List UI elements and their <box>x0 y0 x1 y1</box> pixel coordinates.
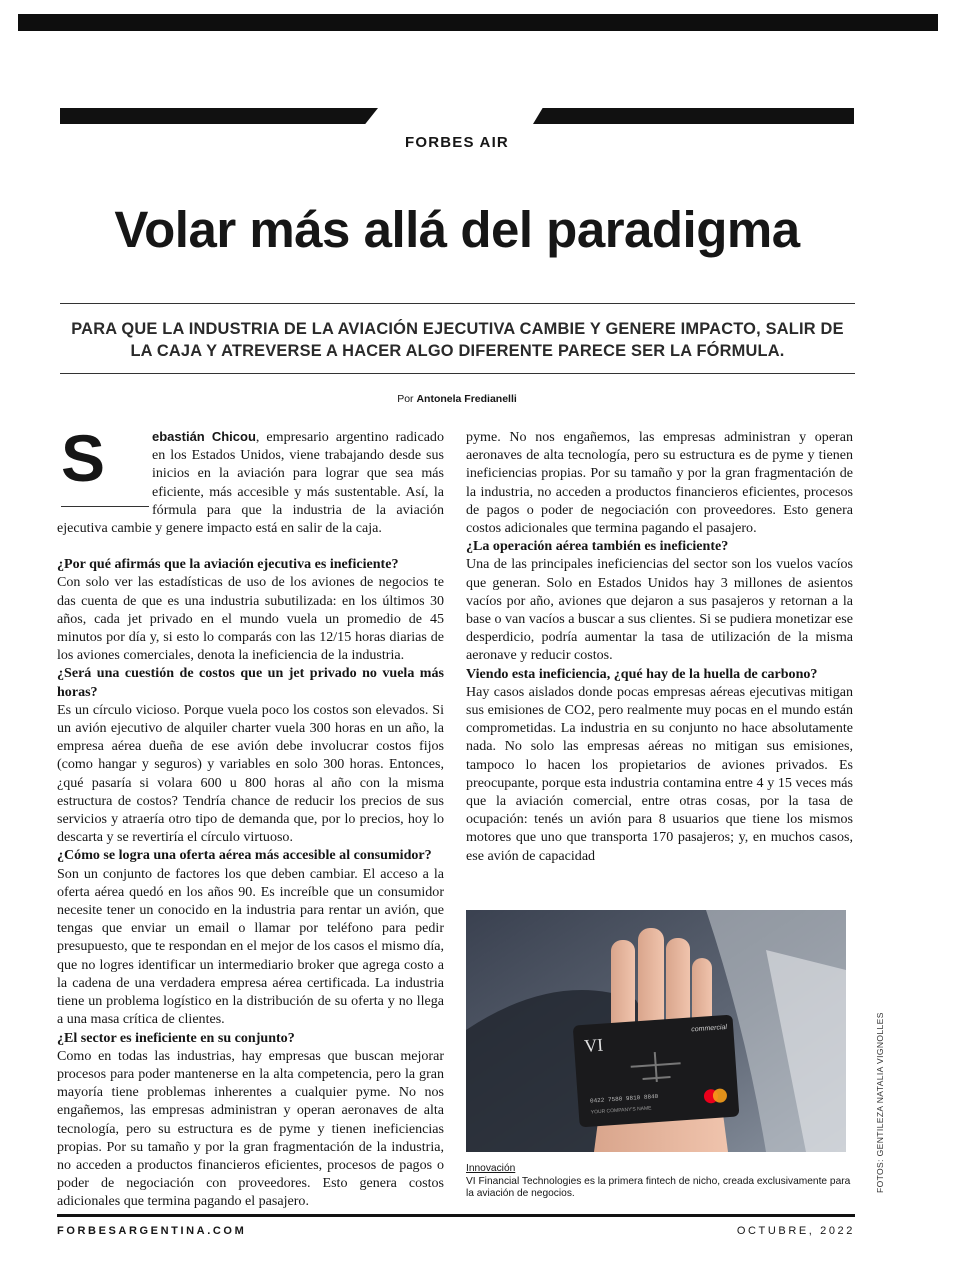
deck: PARA QUE LA INDUSTRIA DE LA AVIACIÓN EJECUTIVA CAMBIE Y GENERE IMPACTO, SALIR DE LA CAJA Y ATREVERSE A HACER ALGO DIFERENTE PARECE SER LA FÓRMULA. <box>71 320 844 360</box>
top-border-bar <box>18 14 938 31</box>
headline: Volar más allá del paradigma <box>114 201 800 258</box>
caption-text: VI Financial Technologies es la primera fintech de nicho, creada exclusivamente para la aviación de negocios. <box>466 1175 851 1199</box>
section-label: FORBES AIR <box>405 134 509 151</box>
article-column-right <box>466 428 853 865</box>
dropcap <box>57 421 152 512</box>
card-photo-illustration <box>466 910 846 1152</box>
card-brand: commercial <box>691 1023 728 1034</box>
answer-4-continued: pyme. No nos engañemos, las empresas administran y operan aeronaves de alta tecnología, pero su estructura es de pyme y tienen ineficiencias propias. Por su tamaño y por la gran fragmentación de la industria, no acceden a productos financieros eficientes, procesos de pagos o poder de negociación con proveedores. Esto genera costos adicionales que termina pagando el pasajero. <box>466 429 853 537</box>
dropcap-rule <box>61 506 149 507</box>
card-holder: YOUR COMPANY'S NAME <box>590 1105 652 1116</box>
footer-rule <box>57 1214 855 1217</box>
question-1: ¿Por qué afirmás que la aviación ejecutiva es ineficiente? <box>57 556 399 573</box>
header-bar-left <box>60 108 378 124</box>
question-3: ¿Cómo se logra una oferta aérea más accesible al consumidor? <box>57 847 432 864</box>
answer-4: Como en todas las industrias, hay empresas que buscan mejorar procesos para poder mantenerse en la alta competencia, pero la gran mayoría tiene problemas inherentes a cualquier pyme. No nos engañemos, las empresas administran y operan aeronaves de alta tecnología, pero su estructura es de pyme y tienen ineficiencias propias. Por su tamaño y por la gran fragmentación de la industria, no acceden a productos financieros eficientes, procesos de pagos o poder de negociación con proveedores. Esto genera costos adicionales que termina pagando el pasajero. <box>57 1047 444 1210</box>
deck-bottom-rule <box>60 373 855 374</box>
dropcap-letter: S <box>61 421 106 495</box>
intro-text: , empresario argentino radicado en los Estados Unidos, viene trabajando desde sus inicios en la aviación para lograr que sea más eficiente, más accesible y más sustentable. Así, la fórmula para que la industria de la aviación ejecutiva cambie y genere impacto está en salir de la caja. <box>57 429 444 537</box>
question-6: Viendo esta ineficiencia, ¿qué hay de la huella de carbono? <box>466 665 818 682</box>
card-number: 0422 7580 9810 8840 <box>589 1092 659 1105</box>
answer-1: Con solo ver las estadísticas de uso de los aviones de negocios te das cuenta de que es una industria subutilizada: en los últimos 30 años, cada jet privado en el mundo vuela un promedio de 45 minutos por día y, si esto lo comparás con las 12/15 horas diarias de los aviones comerciales, denota la ineficiencia de la industria. <box>57 574 444 664</box>
footer-date: OCTUBRE, 2022 <box>736 1225 855 1237</box>
byline-author: Antonela Fredianelli <box>416 393 517 405</box>
photo-caption <box>466 1163 852 1201</box>
card-logo: VI <box>583 1034 604 1056</box>
question-5: ¿La operación aérea también es ineficiente? <box>466 538 729 555</box>
answer-5: Una de las principales ineficiencias del sector son los vuelos vacíos que generan. Solo en Estados Unidos hay 3 millones de asientos vacíos por año, aviones que dejaron a sus pasajeros y retornan a la base o van vacíos a buscar a sus clientes. Si se pudiera monetizar ese desperdicio, podría aumentar la tasa de utilización de la misma aeronave y reducir costos. <box>466 556 853 664</box>
answer-6: Hay casos aislados donde pocas empresas aéreas ejecutivas mitigan sus emisiones de CO2, pero realmente muy pocas en el mundo están comprometidas. La industria en su conjunto no hace absolutamente nada. No solo las empresas aéreas no mitigan sus emisiones, tampoco lo hacen los propietarios de aviones privados. Es preocupante, porque esta industria contamina entre 4 y 15 veces más que la aviación comercial, entre otras cosas, por la tasa de ocupación: tenés un avión para 8 usuarios que tiene los mismos motores que uno que transporta 170 pasajeros; y, en muchos casos, ese avión de capacidad <box>466 683 853 864</box>
answer-2: Es un círculo vicioso. Porque vuela poco los costos son elevados. Si un avión ejecutivo de alquiler charter vuela 300 horas en un año, la empresa aérea dueña de ese avión debe involucrar costos fijos (como hangar y seguros) y variables en solo 300 horas. Entonces, ¿qué pasaría si volara 600 u 800 horas al año con la misma estructura de costos? Tendría chance de reducir los precios de sus servicios y atraería otro tipo de demanda que, por lo precios, hoy lo descarta y se revertiría el círculo virtuoso. <box>57 701 444 846</box>
photo-credit-text: FOTOS: GENTILEZA NATALIA VIGNOLLES <box>875 1012 885 1193</box>
credit-card <box>573 1015 740 1128</box>
header-bar-right <box>533 108 854 124</box>
byline <box>0 393 914 405</box>
lead-name: ebastián Chicou <box>152 429 256 444</box>
byline-prefix: Por <box>397 393 414 405</box>
question-2: ¿Será una cuestión de costos que un jet privado no vuela más horas? <box>57 665 444 700</box>
deck-top-rule <box>60 303 855 304</box>
article-photo <box>466 910 846 1152</box>
question-4: ¿El sector es ineficiente en su conjunto? <box>57 1029 295 1046</box>
caption-label: Innovación <box>466 1163 516 1174</box>
article-column-left <box>57 421 444 1210</box>
answer-3: Son un conjunto de factores los que deben cambiar. El acceso a la oferta aérea quedó en los años 90. Es increíble que un consumidor necesite tener un conocido en la industria para rentar un avión, que tengas que enviar un email o llamar por teléfono para pedir presupuesto, que te respondan en el mejor de los casos el mismo día, que no logres identificar un intermediario broker que agrega costo a la cadena de una verdadera empresa aérea certificada. La industria tiene un problema logístico en la distribución de su oferta y no llega a una masa crítica de clientes. <box>57 865 444 1028</box>
footer-site: FORBESARGENTINA.COM <box>57 1225 247 1237</box>
photo-credit <box>872 1000 888 1193</box>
